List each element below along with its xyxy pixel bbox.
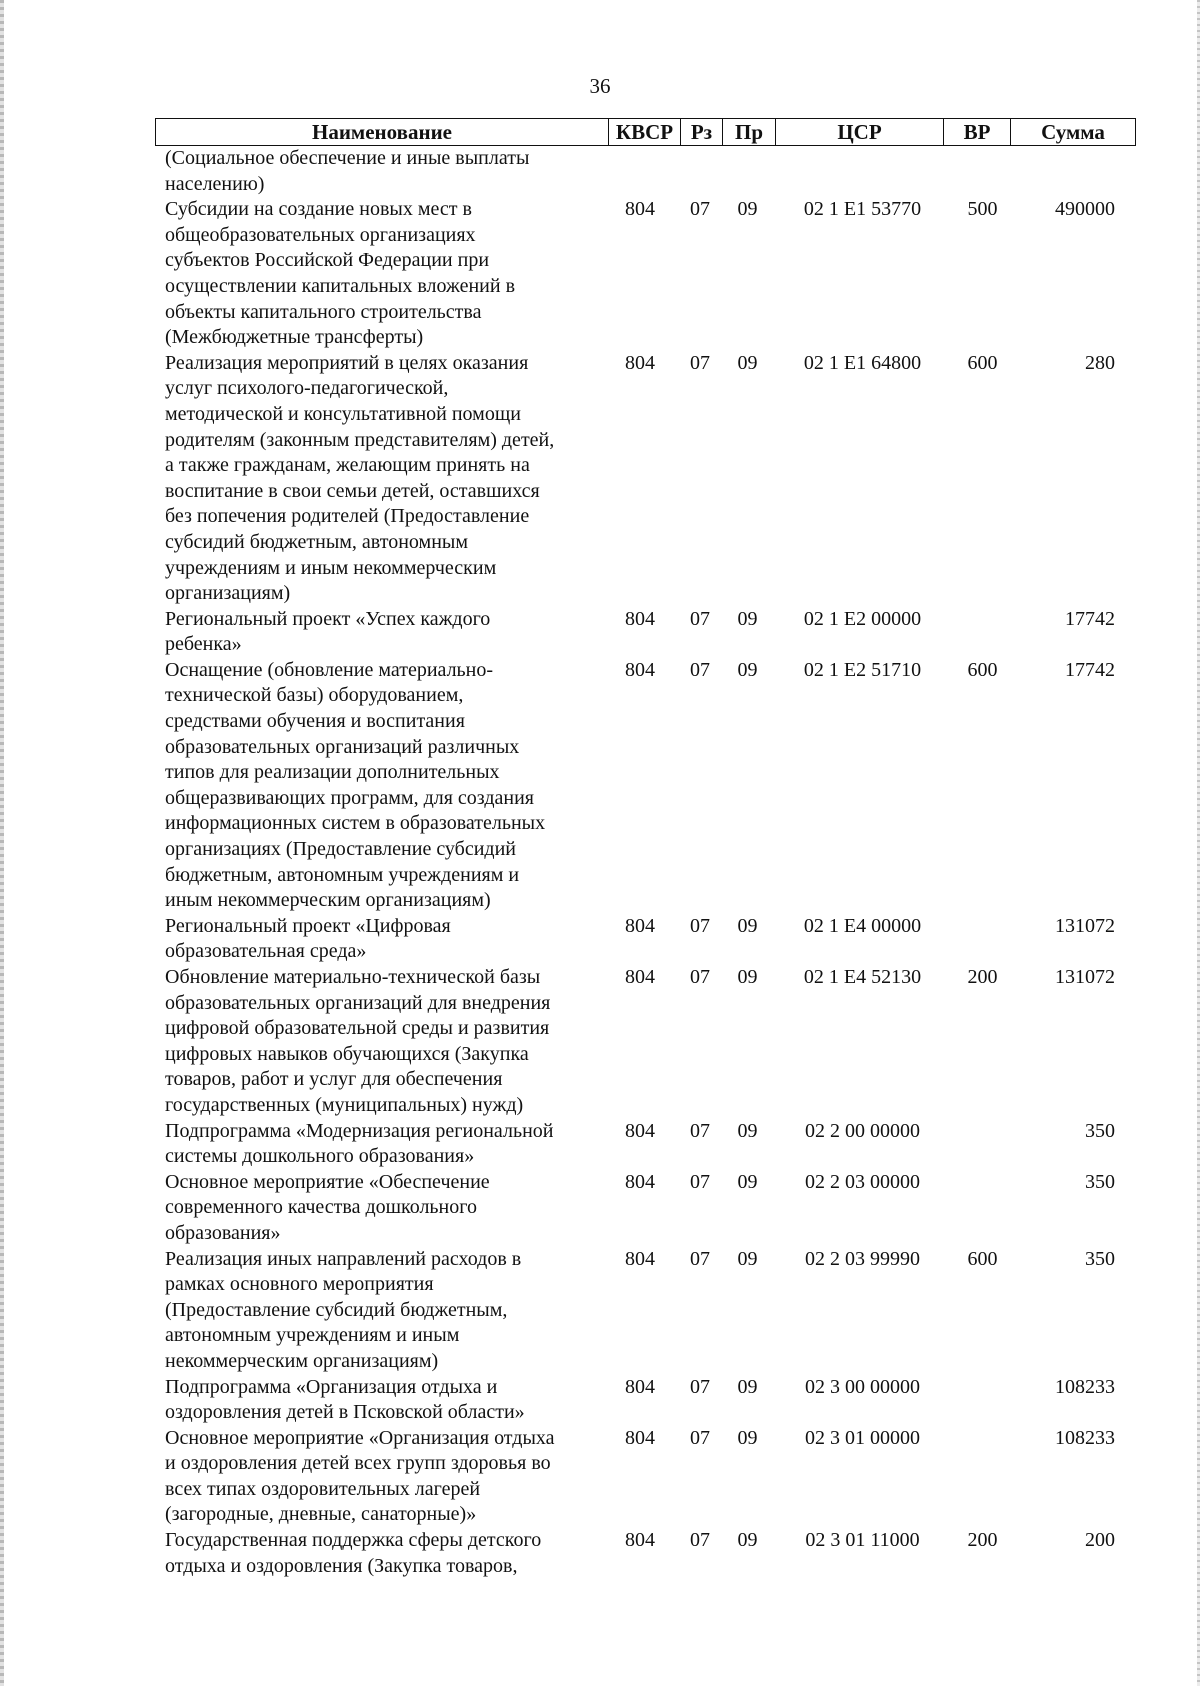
table-row [165, 1426, 1135, 1528]
header-rz: Рз [681, 119, 723, 146]
header-name: Наименование [156, 119, 609, 146]
row-csr: 02 3 01 00000 [805, 1426, 920, 1449]
row-sum: 490000 [1055, 198, 1115, 221]
row-rz: 07 [690, 351, 710, 374]
table-row [165, 658, 1135, 914]
row-name: Государственная поддержка сферы детского отдыха и оздоровления (Закупка товаров, [165, 1529, 542, 1577]
row-vr: 600 [967, 658, 998, 681]
table-body [165, 146, 1135, 1579]
table-row [165, 914, 1135, 965]
row-name: Реализация мероприятий в целях оказания услуг психолого-педагогической, методической и консультативной помощи родителям (законным представителям) детей, а также гражданам, желающим принять на воспитание в свои семьи детей, оставшихся без попечения родителей (Предоставление субсидий бюджетным, автономным учреждениям и иным некоммерческим организациям) [165, 351, 555, 605]
row-name: Оснащение (обновление материально- технической базы) оборудованием, средствами обучения и воспитания образовательных организаций различных типов для реализации дополнительных общеразвивающих программ, для создания информационных систем в образовательных организациях (Предоставление субсидий бюджетным, автономным учреждениям и иным некоммерческим организациям) [165, 658, 546, 912]
row-pr: 09 [737, 198, 758, 221]
row-pr: 09 [737, 351, 758, 374]
row-kvsr: 804 [625, 1170, 655, 1193]
row-rz: 07 [690, 1247, 710, 1270]
row-rz: 07 [690, 914, 710, 937]
row-csr: 02 2 00 00000 [805, 1119, 920, 1142]
row-name: Основное мероприятие «Обеспечение современного качества дошкольного образования» [165, 1170, 490, 1244]
row-rz: 07 [690, 658, 710, 681]
row-kvsr: 804 [625, 1426, 655, 1449]
row-sum: 280 [1085, 351, 1115, 374]
row-name: (Социальное обеспечение и иные выплаты населению) [165, 147, 530, 195]
header-pr: Пр [723, 119, 776, 146]
row-rz: 07 [690, 1170, 710, 1193]
row-vr: 500 [967, 198, 998, 221]
row-name: Региональный проект «Успех каждого ребенка» [165, 607, 491, 656]
row-sum: 108233 [1055, 1426, 1115, 1449]
row-sum: 350 [1085, 1119, 1115, 1142]
row-rz: 07 [690, 1529, 710, 1552]
row-csr: 02 2 03 00000 [805, 1170, 920, 1193]
row-name: Обновление материально-технической базы образовательных организаций для внедрения цифровой образовательной среды и развития цифровых навыков обучающихся (Закупка товаров, работ и услуг для обеспечения государственных (муниципальных) нужд) [165, 966, 551, 1116]
row-rz: 07 [690, 1426, 710, 1449]
row-csr: 02 1 E4 52130 [803, 966, 922, 988]
table-row [165, 351, 1135, 607]
row-name: Подпрограмма «Модернизация региональной системы дошкольного образования» [165, 1119, 554, 1168]
table-row [165, 1375, 1135, 1426]
row-sum: 131072 [1055, 914, 1115, 937]
row-rz: 07 [690, 966, 710, 988]
table-row [165, 1170, 1135, 1247]
row-pr: 09 [737, 914, 758, 937]
scan-edge-left [0, 0, 4, 1686]
row-kvsr: 804 [625, 607, 655, 630]
row-name: Субсидии на создание новых мест в общеобразовательных организациях субъектов Российской Федерации при осуществлении капитальных вложений в объекты капитального строительства (Межбюджетные трансферты) [165, 198, 516, 349]
row-sum: 350 [1085, 1247, 1115, 1270]
table-row [165, 197, 1135, 351]
row-kvsr: 804 [625, 198, 655, 221]
row-csr: 02 3 00 00000 [805, 1375, 920, 1398]
row-rz: 07 [690, 607, 710, 630]
header-kvsr: КВСР [609, 119, 681, 146]
row-kvsr: 804 [625, 658, 655, 681]
row-csr: 02 1 E2 51710 [803, 658, 922, 681]
row-csr: 02 1 E4 00000 [803, 914, 922, 937]
row-pr: 09 [737, 607, 758, 630]
row-csr: 02 1 E1 64800 [803, 351, 922, 374]
row-rz: 07 [690, 198, 710, 221]
row-kvsr: 804 [625, 966, 655, 988]
row-kvsr: 804 [625, 351, 655, 374]
table-row [165, 965, 1135, 1119]
page-number: 36 [589, 74, 611, 98]
row-name: Региональный проект «Цифровая образовательная среда» [165, 914, 451, 963]
row-vr: 600 [967, 351, 998, 374]
row-kvsr: 804 [625, 1247, 655, 1270]
row-pr: 09 [737, 1426, 758, 1449]
row-name: Подпрограмма «Организация отдыха и оздоровления детей в Псковской области» [165, 1375, 525, 1424]
row-vr: 600 [967, 1247, 998, 1270]
row-kvsr: 804 [625, 1529, 655, 1552]
row-vr: 200 [967, 1529, 998, 1552]
row-rz: 07 [690, 1119, 710, 1142]
row-csr: 02 1 E1 53770 [803, 198, 922, 221]
row-pr: 09 [737, 1247, 758, 1270]
table-row [165, 1528, 1135, 1579]
row-pr: 09 [737, 658, 758, 681]
row-rz: 07 [690, 1375, 710, 1398]
row-csr: 02 1 E2 00000 [803, 607, 922, 630]
header-vr: ВР [944, 119, 1011, 146]
table-row [165, 1247, 1135, 1375]
table-row [165, 1119, 1135, 1170]
row-sum: 17742 [1065, 607, 1115, 630]
row-csr: 02 3 01 11000 [805, 1529, 920, 1552]
row-kvsr: 804 [625, 914, 655, 937]
row-name: Реализация иных направлений расходов в рамках основного мероприятия (Предоставление субсидий бюджетным, автономным учреждениям и иным некоммерческим организациям) [165, 1247, 522, 1372]
row-pr: 09 [737, 1170, 758, 1193]
row-sum: 108233 [1055, 1375, 1115, 1398]
row-pr: 09 [737, 966, 758, 988]
row-csr: 02 2 03 99990 [805, 1247, 920, 1270]
header-sum: Сумма [1011, 119, 1136, 146]
row-kvsr: 804 [625, 1119, 655, 1142]
row-vr: 200 [967, 966, 998, 988]
row-pr: 09 [737, 1375, 758, 1398]
table-row [165, 146, 1135, 197]
header-csr: ЦСР [776, 119, 944, 146]
row-kvsr: 804 [625, 1375, 655, 1398]
row-pr: 09 [737, 1119, 758, 1142]
row-sum: 131072 [1055, 966, 1115, 988]
row-sum: 350 [1085, 1170, 1115, 1193]
row-pr: 09 [737, 1529, 758, 1552]
table-header [155, 118, 1136, 146]
row-sum: 17742 [1065, 658, 1115, 681]
row-name: Основное мероприятие «Организация отдыха и оздоровления детей всех групп здоровья во всех типах оздоровительных лагерей (загородные, дневные, санаторные)» [165, 1426, 555, 1526]
row-sum: 200 [1085, 1529, 1115, 1552]
table-row [165, 607, 1135, 658]
